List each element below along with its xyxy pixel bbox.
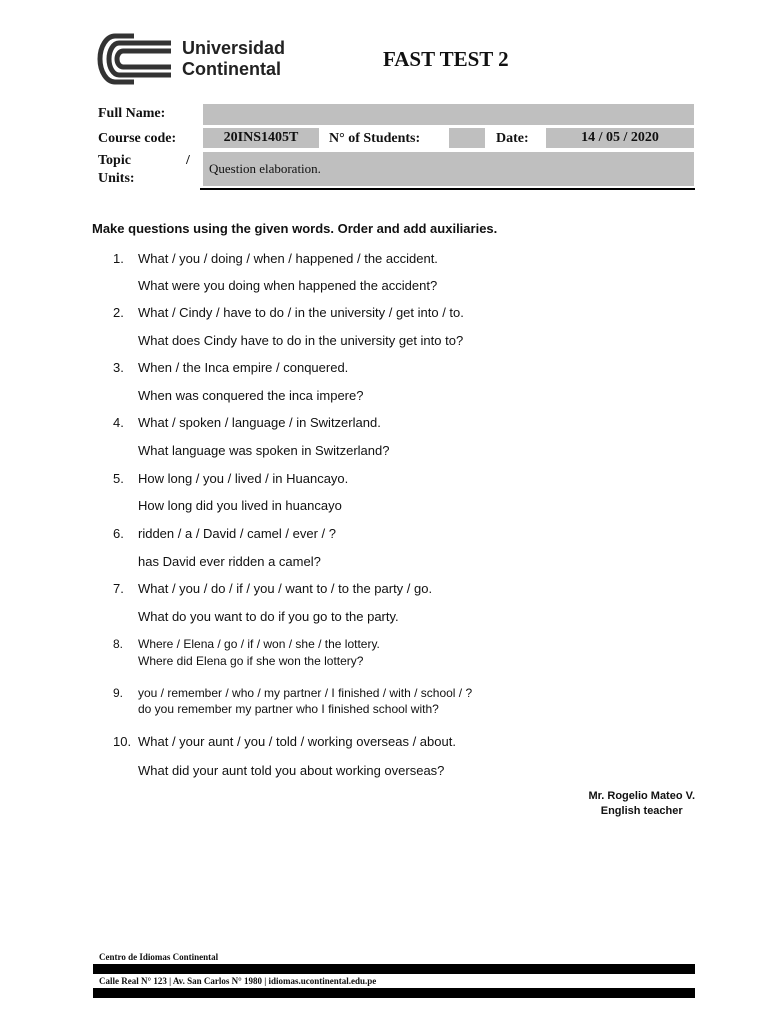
full-name-field[interactable] — [203, 104, 694, 125]
question-number: 2. — [113, 305, 124, 320]
question-prompt: What / your aunt / you / told / working overseas / about. — [138, 734, 456, 749]
course-code-label: Course code: — [98, 131, 177, 146]
date-label: Date: — [496, 131, 529, 146]
answer-text: What did your aunt told you about working overseas? — [138, 763, 445, 778]
language-center-name: Centro de Idiomas Continental — [99, 952, 219, 962]
question-number: 9. — [113, 686, 124, 700]
footer-address: Calle Real N° 123 | Av. San Carlos N° 1980 | idiomas.ucontinental.edu.pe — [99, 976, 377, 986]
topic-label: Topic — [98, 153, 131, 168]
question-prompt: What / you / do / if / you / want to / to the party / go. — [138, 581, 433, 596]
footer-bar-top — [93, 964, 695, 974]
brand-line-2: Continental — [182, 59, 281, 79]
question-prompt: What / you / doing / when / happened / the accident. — [138, 251, 438, 266]
question-number: 3. — [113, 360, 124, 375]
question-prompt: ridden / a / David / camel / ever / ? — [138, 526, 336, 541]
answer-text: When was conquered the inca impere? — [138, 388, 364, 403]
answer-text: How long did you lived in huancayo — [138, 498, 342, 513]
question-prompt: When / the Inca empire / conquered. — [138, 360, 349, 375]
answer-text: What does Cindy have to do in the university get into to? — [138, 333, 464, 348]
question-number: 8. — [113, 637, 124, 651]
students-label: N° of Students: — [329, 131, 421, 146]
question-prompt: What / Cindy / have to do / in the university / get into / to. — [138, 305, 464, 320]
date-value: 14 / 05 / 2020 — [546, 128, 694, 148]
answer-text: Where did Elena go if she won the lottery? — [138, 654, 364, 668]
footer-bar-bottom — [93, 988, 695, 998]
question-number: 10. — [113, 734, 132, 749]
test-title: FAST TEST 2 — [383, 47, 509, 71]
question-number: 5. — [113, 471, 124, 486]
question-number: 1. — [113, 251, 124, 266]
header-divider — [200, 188, 695, 190]
teacher-signature — [588, 789, 695, 819]
answer-text: What were you doing when happened the accident? — [138, 278, 438, 293]
university-name — [182, 38, 285, 80]
question-prompt: How long / you / lived / in Huancayo. — [138, 471, 349, 486]
question-number: 4. — [113, 415, 124, 430]
question-prompt: you / remember / who / my partner / I finished / with / school / ? — [138, 686, 473, 700]
university-logo-icon — [97, 33, 171, 85]
course-code-value: 20INS1405T — [203, 128, 319, 148]
topic-value: Question elaboration. — [203, 152, 694, 186]
question-number: 7. — [113, 581, 124, 596]
full-name-label: Full Name: — [98, 106, 166, 121]
answer-text: has David ever ridden a camel? — [138, 554, 321, 569]
answer-text: What do you want to do if you go to the party. — [138, 609, 399, 624]
question-prompt: What / spoken / language / in Switzerland. — [138, 415, 381, 430]
answer-text: What language was spoken in Switzerland? — [138, 443, 390, 458]
question-number: 6. — [113, 526, 124, 541]
question-prompt: Where / Elena / go / if / won / she / the lottery. — [138, 637, 380, 651]
units-label: Units: — [98, 171, 135, 186]
topic-slash: / — [186, 153, 190, 168]
answer-text: do you remember my partner who I finished school with? — [138, 702, 439, 716]
students-field[interactable] — [449, 128, 485, 148]
teacher-name: Mr. Rogelio Mateo V. — [588, 790, 695, 802]
brand-line-1: Universidad — [182, 38, 286, 58]
instructions: Make questions using the given words. Order and add auxiliaries. — [92, 221, 498, 236]
teacher-role: English teacher — [600, 805, 683, 817]
